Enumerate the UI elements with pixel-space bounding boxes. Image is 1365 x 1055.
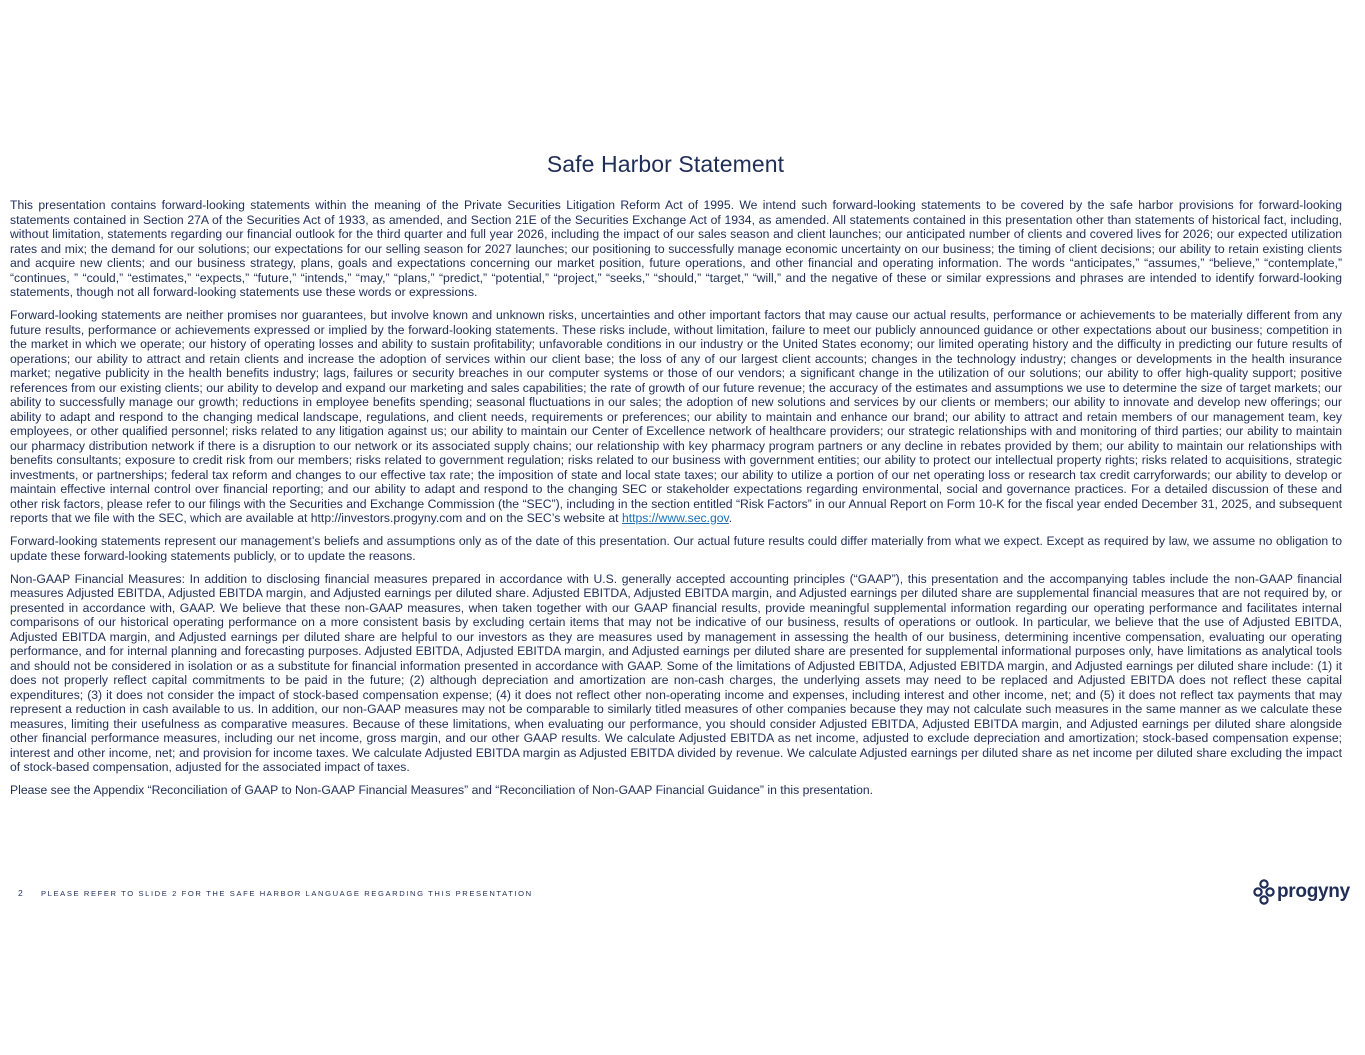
paragraph-non-gaap: Non-GAAP Financial Measures: In addition to disclosing financial measures prepared in accordance with U.S. generally accepted accounting principles (“GAAP”), this presentation and the accompanying tables include the non-GAAP financial measures Adjusted EBITDA, Adjusted EBITDA margin, and Adjusted earnings per diluted share. Adjusted EBITDA, Adjusted EBITDA margin, and Adjusted earnings per diluted share are supplemental financial measures that are not required by, or presented in accordance with, GAAP. We believe that these non-GAAP measures, when taken together with our GAAP financial results, provide meaningful supplemental information regarding our operating performance and facilitates internal comparisons of our historical operating performance on a more consistent basis by excluding certain items that may not be indicative of our business, results of operations or outlook. In particular, we believe that the use of Adjusted EBITDA, Adjusted EBITDA margin, and Adjusted earnings per diluted share are helpful to our investors as they are measures used by management in assessing the health of our business, determining incentive compensation, evaluating our operating performance, and for internal planning and forecasting purposes. Adjusted EBITDA, Adjusted EBITDA margin, and Adjusted earnings per diluted share are presented for supplemental informational purposes only, have limitations as analytical tools and should not be considered in isolation or as a substitute for financial information presented in accordance with GAAP. Some of the limitations of Adjusted EBITDA, Adjusted EBITDA margin, and Adjusted earnings per diluted share include: (1) it does not properly reflect capital commitments to be paid in the future; (2) although depreciation and amortization are non-cash charges, the underlying assets may need to be replaced and Adjusted EBITDA does not reflect these capital expenditures; (3) it does not consider the impact of stock-based compensation expense; (4) it does not reflect other non-operating income and expenses, including interest and other income, net; and (5) it does not reflect tax payments that may represent a reduction in cash available to us. In addition, our non-GAAP measures may not be comparable to similarly titled measures of other companies because they may not calculate such measures in the same manner as we calculate these measures, limiting their usefulness as comparative measures. Because of these limitations, when evaluating our performance, you should consider Adjusted EBITDA, Adjusted EBITDA margin, and Adjusted earnings per diluted share alongside other financial performance measures, including our net income, gross margin, and our other GAAP results. We calculate Adjusted EBITDA as net income, adjusted to exclude depreciation and amortization; stock-based compensation expense; interest and other income, net; and provision for income taxes. We calculate Adjusted EBITDA margin as Adjusted EBITDA divided by revenue. We calculate Adjusted earnings per diluted share as net income per diluted share excluding the impact of stock-based compensation, adjusted for the associated impact of taxes. [10, 571, 1342, 774]
paragraph-appendix: Please see the Appendix “Reconciliation of GAAP to Non-GAAP Financial Measures” and “Reconciliation of Non-GAAP Financial Guidance” in this presentation. [10, 783, 874, 797]
page-number: 2 [18, 888, 23, 898]
paragraph-beliefs: Forward-looking statements represent our management’s beliefs and assumptions only as of the date of this presentation. Our actual future results could differ materially from what we expect. Except as required by law, we assume no obligation to update these forward-looking statements publicly, or to update the reasons. [10, 534, 1342, 563]
page-title: Safe Harbor Statement [546, 151, 785, 177]
progyny-logo [1253, 878, 1350, 906]
progyny-logo-icon [1253, 879, 1275, 905]
footer-note: PLEASE REFER TO SLIDE 2 FOR THE SAFE HARBOR LANGUAGE REGARDING THIS PRESENTATION [41, 889, 533, 898]
paragraph-risks-end: . [728, 511, 733, 525]
sec-website-link[interactable]: https://www.sec.gov [621, 511, 729, 525]
progyny-wordmark: progyny [1277, 881, 1350, 902]
paragraph-risks-text: Forward-looking statements are neither promises nor guarantees, but involve known and unknown risks, uncertainties and other important factors that may cause our actual results, performance or achievements to be materially different from any future results, performance or achievements expressed or implied by the forward-looking statements. These risks include, without limitation, failure to meet our publicly announced guidance or other expectations about our business; competition in the market in which we operate; our history of operating losses and ability to sustain profitability; unfavorable conditions in our industry or the United States economy; our limited operating history and the difficulty in predicting our future results of operations; our ability to attract and retain clients and increase the adoption of services within our client base; the loss of any of our largest client accounts; changes in the technology industry; changes or developments in the health insurance market; negative publicity in the health benefits industry; lags, failures or security breaches in our computer systems or those of our vendors; a significant change in the utilization of our solutions; our ability to offer high-quality support; positive references from our existing clients; our ability to develop and expand our marketing and sales capabilities; the rate of growth of our future revenue; the accuracy of the estimates and assumptions we use to determine the size of target markets; our ability to successfully manage our growth; reductions in employee benefits spending; seasonal fluctuations in our sales; the adoption of new solutions and services by our clients or members; our ability to innovate and develop new offerings; our ability to adapt and respond to the changing medical landscape, regulations, and client needs, requirements or preferences; our ability to maintain and enhance our brand; our ability to attract and retain members of our management team, key employees, or other qualified personnel; risks related to any litigation against us; our ability to maintain our Center of Excellence network of healthcare providers; our strategic relationships with and monitoring of third parties; our ability to maintain our pharmacy distribution network if there is a disruption to our network or its associated supply chains; our relationship with key pharmacy program partners or any decline in rebates provided by them; our ability to maintain our relationships with benefits consultants; exposure to credit risk from our members; risks related to government regulation; risks related to our business with government entities; our ability to protect our intellectual property rights; risks related to acquisitions, strategic investments, or partnerships; federal tax reform and changes to our effective tax rate; the imposition of state and local state taxes; our ability to utilize a portion of our net operating loss or research tax credit carryforwards; our ability to develop or maintain effective internal control over financial reporting; and our ability to adapt and respond to the changing SEC or stakeholder expectations regarding environmental, social and governance practices. For a detailed discussion of these and other risk factors, please refer to our filings with the Securities and Exchange Commission (the “SEC”), including in the section entitled “Risk Factors” in our Annual Report on Form 10-K for the fiscal year ended December 31, 2025, and subsequent reports that we file with the SEC, which are available at http://investors.progyny.com and on the SEC’s website at [10, 308, 1342, 525]
paragraph-forward-looking: This presentation contains forward-looking statements within the meaning of the Private Securities Litigation Reform Act of 1995. We intend such forward-looking statements to be covered by the safe harbor provisions for forward-looking statements contained in Section 27A of the Securities Act of 1933, as amended, and Section 21E of the Securities Exchange Act of 1934, as amended. All statements contained in this presentation other than statements of historical fact, including, without limitation, statements regarding our financial outlook for the third quarter and full year 2026, including the impact of our sales season and client launches; our anticipated number of clients and covered lives for 2026; our expected utilization rates and mix; the demand for our solutions; our expectations for our selling season for 2027 launches; our positioning to successfully manage economic uncertainty on our business; the timing of client decisions; our ability to retain existing clients and acquire new clients; and our business strategy, plans, goals and expectations concerning our market position, future operations, and other financial and operating information. The words “anticipates,” “assumes,” “believe,” “contemplate,” “continues, ” “could,” “estimates,” “expects,” “future,” “intends,” “may,” “plans,” “predict,” “potential,” “project,” “seeks,” “should,” “target,” “will,” and the negative of these or similar expressions and phrases are intended to identify forward-looking statements, though not all forward-looking statements use these words or expressions. [10, 198, 1342, 299]
paragraph-risks [10, 308, 1342, 526]
safe-harbor-body [10, 198, 1342, 806]
